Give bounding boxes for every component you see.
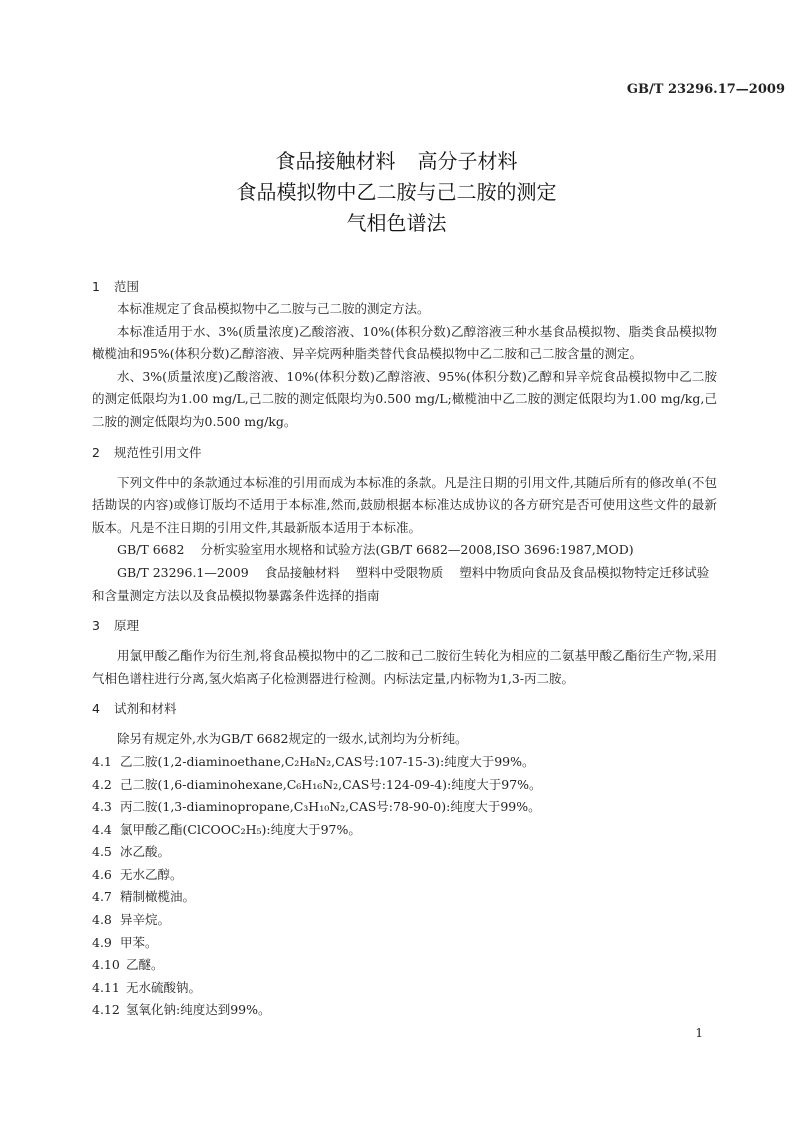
section-number: 4 (92, 701, 100, 717)
section-3-heading (92, 615, 717, 637)
item-text: 冰乙酸。 (120, 844, 171, 860)
item-number: 4.7 (92, 889, 112, 905)
reference-text-b: 塑料中受限物质 (355, 564, 444, 580)
item-text: 己二胺(1,6-diaminohexane,C₆H₁₆N₂,CAS号:124-09-4):纯度大于97%。 (120, 776, 542, 792)
item-number: 4.5 (92, 844, 112, 860)
section-title: 范围 (114, 279, 140, 294)
reference-text: 分析实验室用水规格和试验方法(GB/T 6682—2008,ISO 3696:1987,MOD) (200, 542, 634, 558)
reagent-list (92, 751, 717, 1022)
section-2-paragraph-1: 下列文件中的条款通过本标准的引用而成为本标准的条款。凡是注日期的引用文件,其随后所有的修改单(不包括勘误的内容)或修订版均不适用于本标准,然而,鼓励根据本标准达成协议的各方研究是否可使用这些文件的最新版本。凡是不注日期的引用文件,其最新版本适用于本标准。 (92, 474, 717, 535)
item-number: 4.9 (92, 934, 112, 950)
reference-code: GB/T 23296.1—2009 (117, 564, 249, 580)
list-item (92, 751, 717, 774)
item-number: 4.11 (92, 979, 120, 995)
list-item (92, 796, 717, 819)
title-line-2: 食品模拟物中乙二胺与己二胺的测定 (236, 180, 557, 204)
item-number: 4.12 (92, 1002, 120, 1018)
item-number: 4.6 (92, 866, 112, 882)
section-title: 试剂和材料 (114, 701, 177, 717)
section-number: 2 (92, 444, 100, 460)
list-item (92, 999, 717, 1022)
list-item (92, 886, 717, 909)
item-text: 甲苯。 (120, 934, 158, 950)
section-number: 3 (92, 618, 100, 634)
item-number: 4.4 (92, 821, 112, 837)
section-title: 原理 (114, 618, 140, 634)
title-line-3: 气相色谱法 (346, 211, 447, 235)
list-item (92, 774, 717, 797)
title-part-b: 高分子材料 (417, 149, 518, 173)
standard-code: GB/T 23296.17—2009 (626, 82, 785, 97)
item-number: 4.1 (92, 753, 112, 769)
item-text: 氢氧化钠:纯度达到99%。 (126, 1002, 271, 1018)
section-1-paragraph-2: 本标准适用于水、3%(质量浓度)乙酸溶液、10%(体积分数)乙醇溶液三种水基食品模拟物、脂类食品模拟物橄榄油和95%(体积分数)乙醇溶液、异辛烷两种脂类替代食品模拟物中乙二胺和己二胺含量的测定。 (92, 323, 717, 362)
item-text: 精制橄榄油。 (120, 889, 196, 905)
item-text: 无水硫酸钠。 (126, 979, 202, 995)
list-item (92, 819, 717, 842)
item-number: 4.8 (92, 912, 112, 928)
reference-code: GB/T 6682 (117, 542, 185, 558)
list-item (92, 909, 717, 932)
reference-text-c: 塑料中物质向食品及食品模拟物特定迁移试验和含量测定方法以及食品模拟物暴露条件选择的指南 (92, 564, 710, 603)
item-text: 乙二胺(1,2-diaminoethane,C₂H₈N₂,CAS号:107-15-3):纯度大于99%。 (120, 753, 535, 769)
list-item (92, 977, 717, 1000)
reference-gb-t-6682 (92, 539, 717, 562)
page-number: 1 (695, 1026, 703, 1040)
title-part-a: 食品接触材料 (275, 149, 396, 173)
section-1-paragraph-3: 水、3%(质量浓度)乙酸溶液、10%(体积分数)乙醇溶液、95%(体积分数)乙醇和异辛烷食品模拟物中乙二胺的测定低限均为1.00 mg/L,己二胺的测定低限均为0.500 mg/L;橄榄油中乙二胺的测定低限均为1.00 mg/kg,己二胺的测定低限均为0.500 mg/kg。 (92, 368, 717, 429)
reference-text-a: 食品接触材料 (264, 564, 340, 580)
section-number: 1 (92, 279, 100, 294)
section-4-heading (92, 698, 717, 720)
item-text: 异辛烷。 (120, 912, 171, 928)
list-item (92, 864, 717, 887)
section-1-heading (92, 276, 717, 298)
list-item (92, 841, 717, 864)
section-2-heading (92, 442, 717, 464)
item-number: 4.3 (92, 799, 112, 815)
item-text: 无水乙醇。 (120, 866, 183, 882)
section-4-paragraph-1: 除另有规定外,水为GB/T 6682规定的一级水,试剂均为分析纯。 (117, 731, 468, 747)
document-body (92, 276, 717, 1022)
section-1-paragraph-1: 本标准规定了食品模拟物中乙二胺与己二胺的测定方法。 (117, 301, 430, 316)
section-3-paragraph-1: 用氯甲酸乙酯作为衍生剂,将食品模拟物中的乙二胺和己二胺衍生转化为相应的二氨基甲酸乙酯衍生产物,采用气相色谱柱进行分离,氢火焰离子化检测器进行检测。内标法定量,内标物为1,3-丙二胺。 (92, 648, 717, 686)
item-number: 4.10 (92, 957, 120, 973)
item-number: 4.2 (92, 776, 112, 792)
item-text: 乙醚。 (126, 957, 164, 973)
item-text: 丙二胺(1,3-diaminopropane,C₃H₁₀N₂,CAS号:78-90-0):纯度大于99%。 (120, 799, 541, 815)
document-title (0, 146, 793, 239)
title-line-1 (0, 146, 793, 177)
reference-gb-t-23296-1 (92, 562, 717, 607)
list-item (92, 954, 717, 977)
section-title: 规范性引用文件 (114, 444, 202, 460)
list-item (92, 932, 717, 955)
item-text: 氯甲酸乙酯(ClCOOC₂H₅):纯度大于97%。 (120, 821, 361, 837)
